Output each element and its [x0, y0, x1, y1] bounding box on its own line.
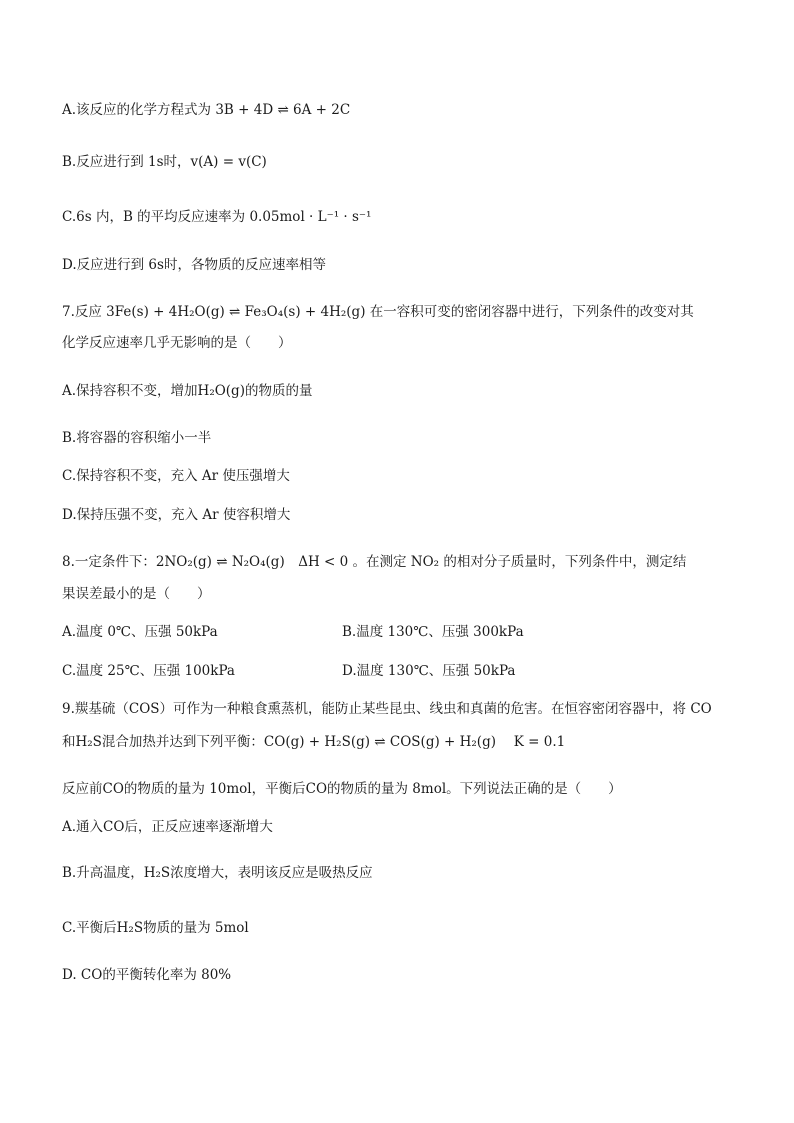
q9-stem-line1: 9.羰基硫（COS）可作为一种粮食熏蒸机，能防止某些昆虫、线虫和真菌的危害。在恒容密闭容器中，将 CO — [62, 701, 712, 717]
q6-option-d: D.反应进行到 6s时，各物质的反应速率相等 — [62, 257, 326, 273]
q7-option-a: A.保持容积不变，增加H₂O(g)的物质的量 — [62, 383, 313, 399]
q7-stem-line1: 7.反应 3Fe(s) + 4H₂O(g) ⇌ Fe₃O₄(s) + 4H₂(g) 在一容积可变的密闭容器中进行，下列条件的改变对其 — [62, 304, 694, 320]
q6-option-b: B.反应进行到 1s时，v(A) = v(C) — [62, 154, 267, 170]
q6-option-a: A.该反应的化学方程式为 3B + 4D ⇌ 6A + 2C — [62, 102, 351, 118]
q8-stem-line2: 果误差最小的是（ ） — [62, 586, 211, 602]
q9-option-d: D. CO的平衡转化率为 80% — [62, 967, 232, 983]
q7-option-b: B.将容器的容积缩小一半 — [62, 430, 212, 446]
q9-option-c: C.平衡后H₂S物质的量为 5mol — [62, 920, 249, 936]
q7-stem-line2: 化学反应速率几乎无影响的是（ ） — [62, 335, 292, 351]
q8-option-b: B.温度 130℃、压强 300kPa — [342, 624, 524, 640]
q8-option-c: C.温度 25℃、压强 100kPa — [62, 663, 235, 679]
q9-option-a: A.通入CO后，正反应速率逐渐增大 — [62, 819, 273, 835]
q9-stem-line2: 和H₂S混合加热并达到下列平衡：CO(g) + H₂S(g) ⇌ COS(g) + H₂(g) K = 0.1 — [62, 734, 566, 750]
q7-option-d: D.保持压强不变，充入 Ar 使容积增大 — [62, 507, 291, 523]
q7-option-c: C.保持容积不变，充入 Ar 使压强增大 — [62, 468, 290, 484]
q9-stem-line3: 反应前CO的物质的量为 10mol，平衡后CO的物质的量为 8mol。下列说法正确的是（ ） — [62, 781, 622, 797]
q8-stem-line1: 8.一定条件下：2NO₂(g) ⇌ N₂O₄(g) ΔH < 0 。在测定 NO₂ 的相对分子质量时，下列条件中，测定结 — [62, 554, 687, 570]
q8-option-a: A.温度 0℃、压强 50kPa — [62, 624, 218, 640]
q6-option-c: C.6s 内，B 的平均反应速率为 0.05mol · L⁻¹ · s⁻¹ — [62, 209, 372, 225]
q9-option-b: B.升高温度，H₂S浓度增大，表明该反应是吸热反应 — [62, 865, 373, 881]
q8-option-d: D.温度 130℃、压强 50kPa — [342, 663, 516, 679]
